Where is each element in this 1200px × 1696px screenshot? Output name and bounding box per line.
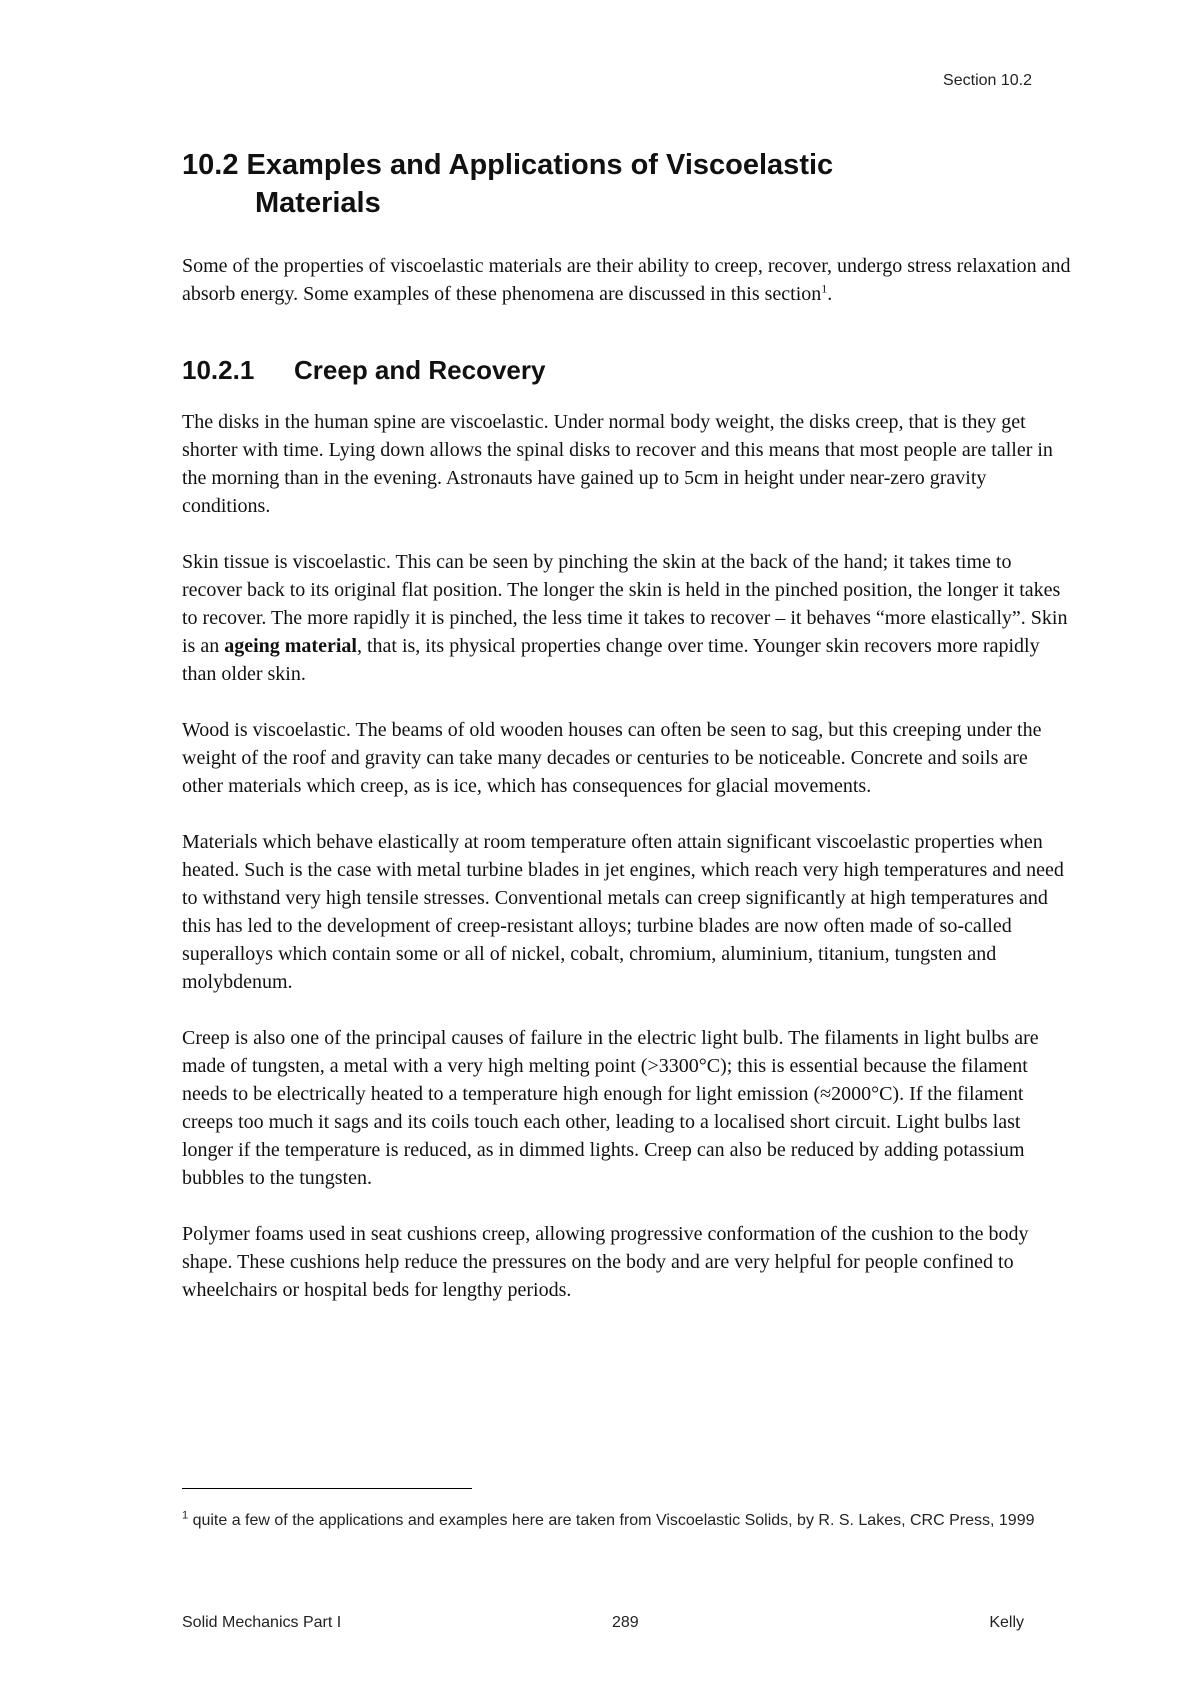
title-line2: Materials [255,187,381,219]
intro-paragraph [182,252,1072,308]
footnote [182,1508,1062,1534]
running-header: Section 10.2 [943,72,1032,89]
skin-text-end: , that is, its physical properties change over time. Younger skin recovers more rapidly than older skin. [182,635,1040,685]
title-number: 10.2 [182,149,239,181]
subsection-heading [182,354,1072,386]
footer-author: Kelly [989,1614,1024,1631]
page-content [182,146,1072,1332]
paragraph-skin [182,548,1072,688]
paragraph-wood: Wood is viscoelastic. The beams of old wooden houses can often be seen to sag, but this creeping under the weight of the roof and gravity can take many decades or centuries to be noticeable. Concrete and soils are other materials which creep, as is ice, which has consequences for glacial movements. [182,719,1042,797]
footnote-ref[interactable]: 1 [821,281,828,296]
footnote-divider [182,1488,472,1489]
intro-text: Some of the properties of viscoelastic materials are their ability to creep, recover, undergo stress relaxation and absorb energy. Some examples of these phenomena are discussed in this section [182,255,1071,305]
subsection-title: Creep and Recovery [294,355,546,385]
subsection-number: 10.2.1 [182,355,255,385]
footnote-text: quite a few of the applications and examples here are taken from Viscoelastic Solids, by R. S. Lakes, CRC Press, 1999 [188,1512,1035,1529]
skin-text-start: Skin tissue is viscoelastic. This can be seen by pinching the skin at the back of the hand; it takes time to recover back to its original flat position. The longer the skin is held in the pinched position, the longer it takes to recover. The more rapidly it is pinched, the less time it takes to recover – it behaves “more elastically”. Skin is an [182,551,1068,657]
title-line1: Examples and Applications of Viscoelastic [246,149,834,181]
paragraph-bulb: Creep is also one of the principal causes of failure in the electric light bulb. The filaments in light bulbs are made of tungsten, a metal with a very high melting point (>3300°C); this is essential because the filament needs to be electrically heated to a temperature high enough for light emission (≈2000°C). If the filament creeps too much it sags and its coils touch each other, leading to a localised short circuit. Light bulbs last longer if the temperature is reduced, as in dimmed lights. Creep can also be reduced by adding potassium bubbles to the tungsten. [182,1027,1039,1189]
page-number: 289 [612,1614,639,1631]
term-ageing-material: ageing material [224,635,357,657]
page-title [182,146,1072,222]
paragraph-spine: The disks in the human spine are viscoelastic. Under normal body weight, the disks creep, that is they get shorter with time. Lying down allows the spinal disks to recover and this means that most people are taller in the morning than in the evening. Astronauts have gained up to 5cm in height under near-zero gravity conditions. [182,411,1053,517]
paragraph-metals: Materials which behave elastically at room temperature often attain significant viscoelastic properties when heated. Such is the case with metal turbine blades in jet engines, which reach very high temperatures and need to withstand very high tensile stresses. Conventional metals can creep significantly at high temperatures and this has led to the development of creep-resistant alloys; turbine blades are now often made of so-called superalloys which contain some or all of nickel, cobalt, chromium, aluminium, titanium, tungsten and molybdenum. [182,831,1064,993]
paragraph-foams: Polymer foams used in seat cushions creep, allowing progressive conformation of the cushion to the body shape. These cushions help reduce the pressures on the body and are very helpful for people confined to wheelchairs or hospital beds for lengthy periods. [182,1223,1029,1301]
footer-book-title: Solid Mechanics Part I [182,1614,342,1631]
footnote-marker: 1 [182,1509,189,1522]
intro-end: . [827,283,833,305]
